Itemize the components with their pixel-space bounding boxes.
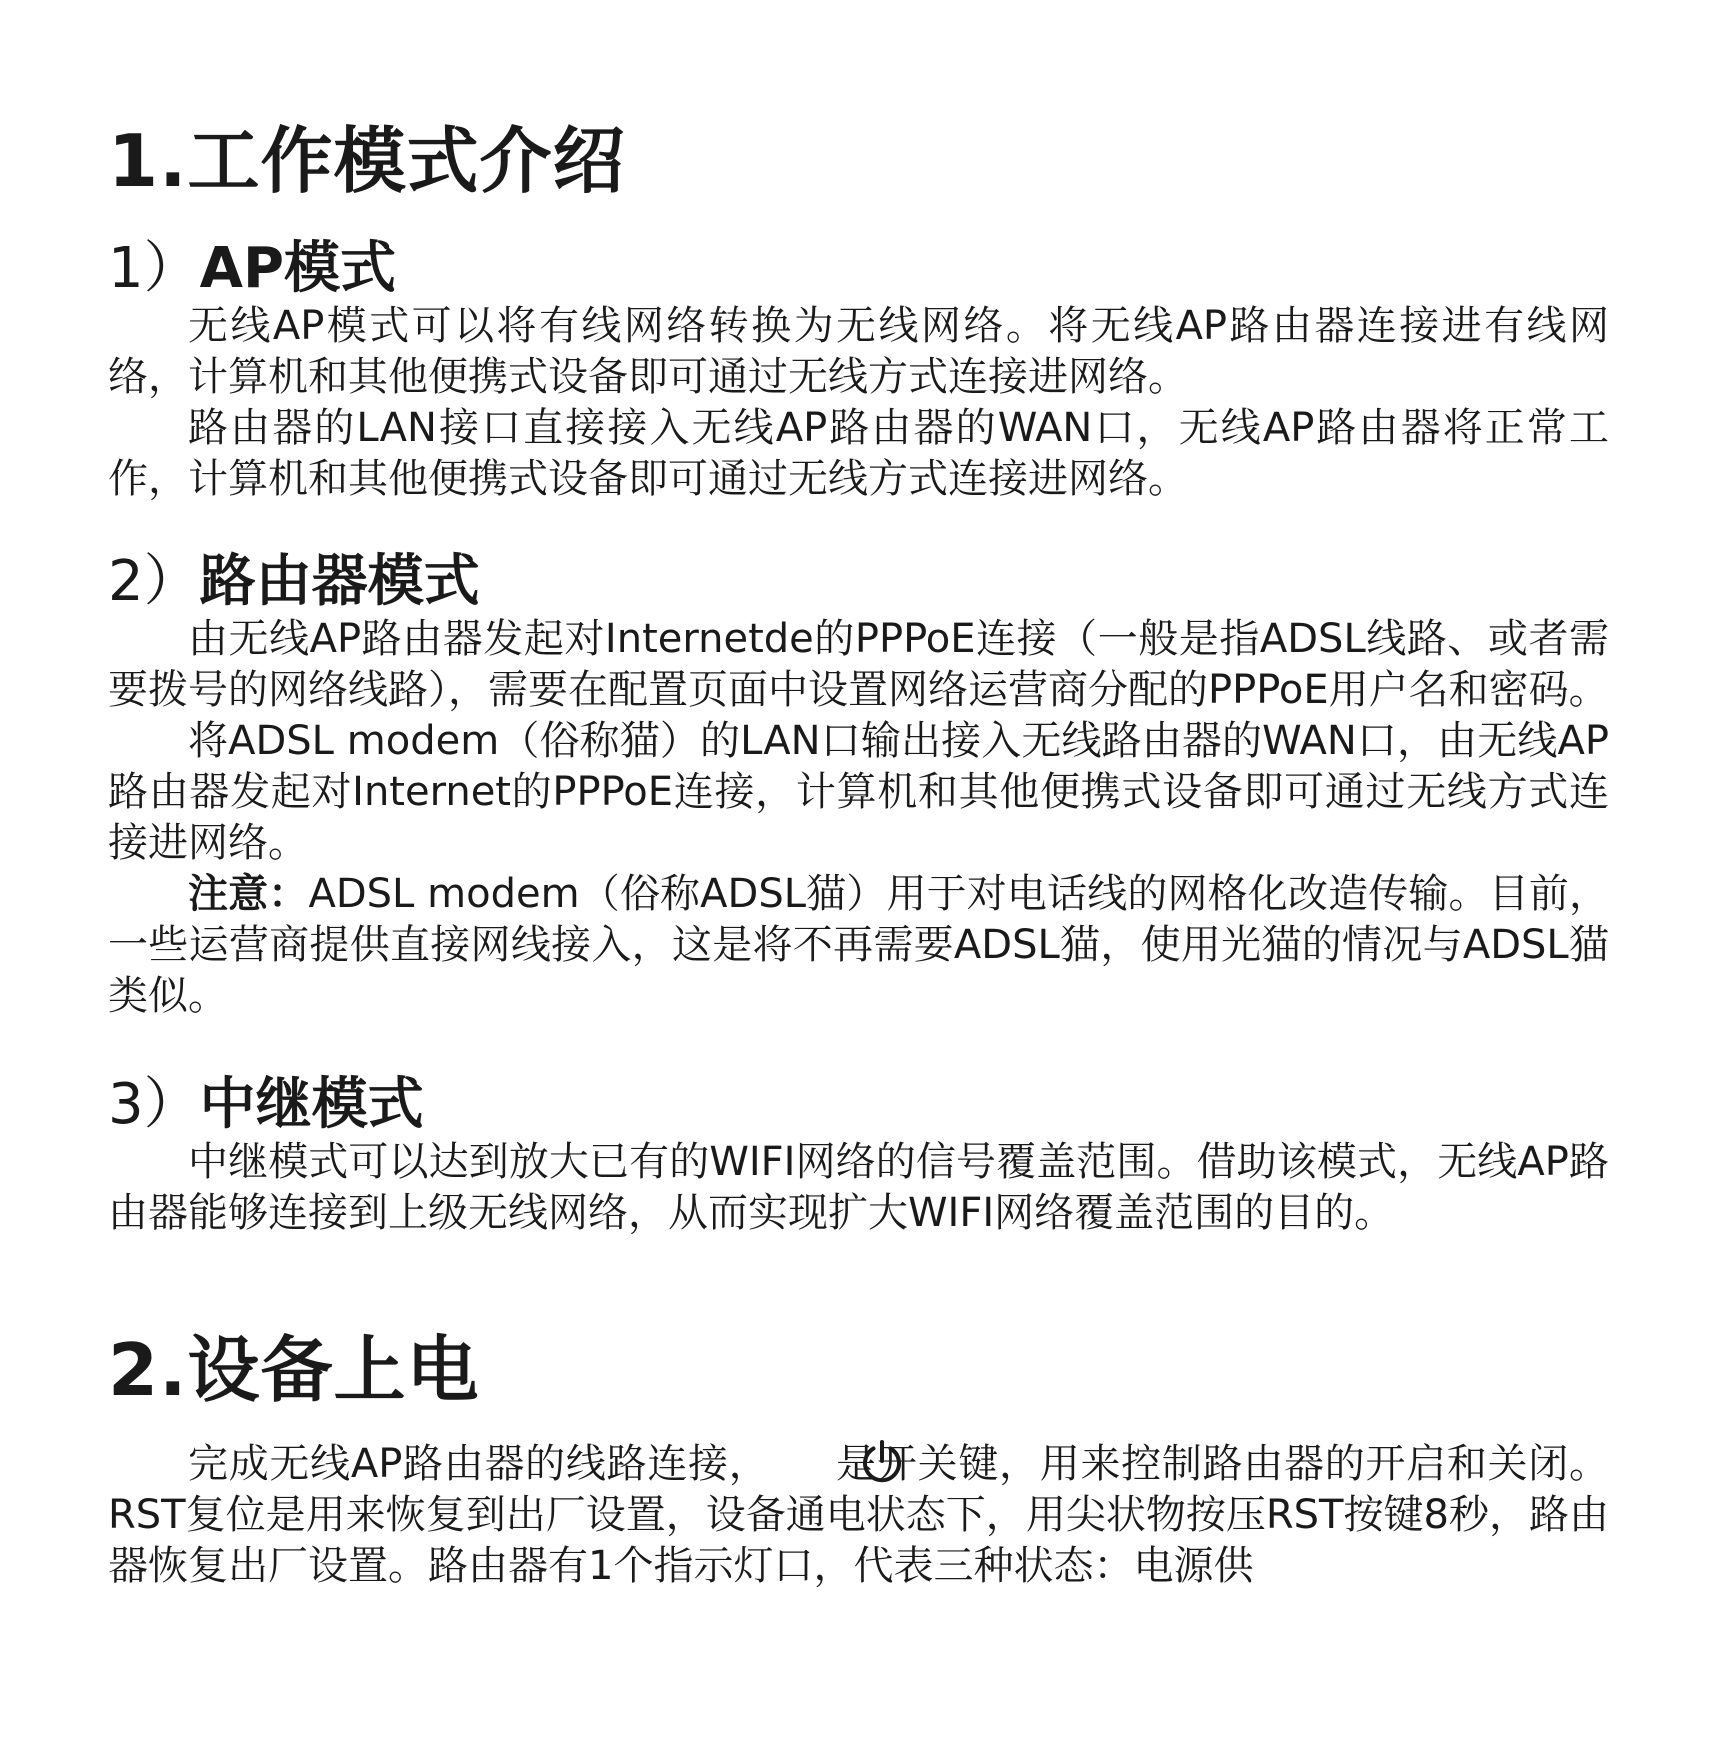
power-text-after-icon: 是开关键，用来控制路由器的开启和关闭。RST复位是用来恢复到出厂设置，设备通电状态下，用尖状物按压RST按键8秒，路由器恢复出厂设置。路由器有1个指示灯口，代表三种状态：电源供 (108, 1440, 1610, 1589)
subsection-repeater-title: 中继模式 (199, 1071, 424, 1137)
subsection-ap-title: AP模式 (199, 236, 397, 302)
repeater-paragraph-1: 中继模式可以达到放大已有的WIFI网络的信号覆盖范围。借助该模式，无线AP路由器能够连接到上级无线网络，从而实现扩大WIFI网络覆盖范围的目的。 (108, 1138, 1609, 1236)
router-paragraph-2: 将ADSL modem（俗称猫）的LAN口输出接入无线路由器的WAN口，由无线AP路由器发起对Internet的PPPoE连接，计算机和其他便携式设备即可通过无线方式连接进网络。 (108, 717, 1609, 866)
power-text-before-icon: 完成无线AP路由器的线路连接， (188, 1440, 770, 1487)
power-icon (779, 1439, 825, 1485)
note-text: ADSL modem（俗称ADSL猫）用于对电话线的网格化改造传输。目前，一些运营商提供直接网线接入，这是将不再需要ADSL猫，使用光猫的情况与ADSL猫类似。 (108, 870, 1610, 1019)
router-note-paragraph (108, 869, 1609, 1022)
ap-paragraph-2: 路由器的LAN接口直接接入无线AP路由器的WAN口，无线AP路由器将正常工作，计算机和其他便携式设备即可通过无线方式连接进网络。 (108, 405, 1609, 503)
router-paragraph-1: 由无线AP路由器发起对Internetde的PPPoE连接（一般是指ADSL线路、或者需要拨号的网络线路），需要在配置页面中设置网络运营商分配的PPPoE用户名和密码。 (108, 615, 1609, 713)
subsection-ap-number: 1） (108, 236, 200, 302)
subsection-repeater-heading (108, 1071, 1609, 1137)
section-2-title: 2.设备上电 (108, 1327, 480, 1412)
note-label: 注意： (188, 870, 309, 917)
subsection-router-heading (108, 551, 1609, 614)
section-1-title: 1.工作模式介绍 (108, 119, 626, 203)
subsection-ap-heading (108, 238, 1609, 301)
subsection-repeater-number: 3） (108, 1071, 200, 1137)
ap-paragraph-1: 无线AP模式可以将有线网络转换为无线网络。将无线AP路由器连接进有线网络，计算机和其他便携式设备即可通过无线方式连接进网络。 (108, 303, 1609, 401)
power-paragraph (108, 1439, 1609, 1592)
subsection-router-number: 2） (108, 549, 200, 615)
subsection-router-title: 路由器模式 (199, 549, 480, 615)
